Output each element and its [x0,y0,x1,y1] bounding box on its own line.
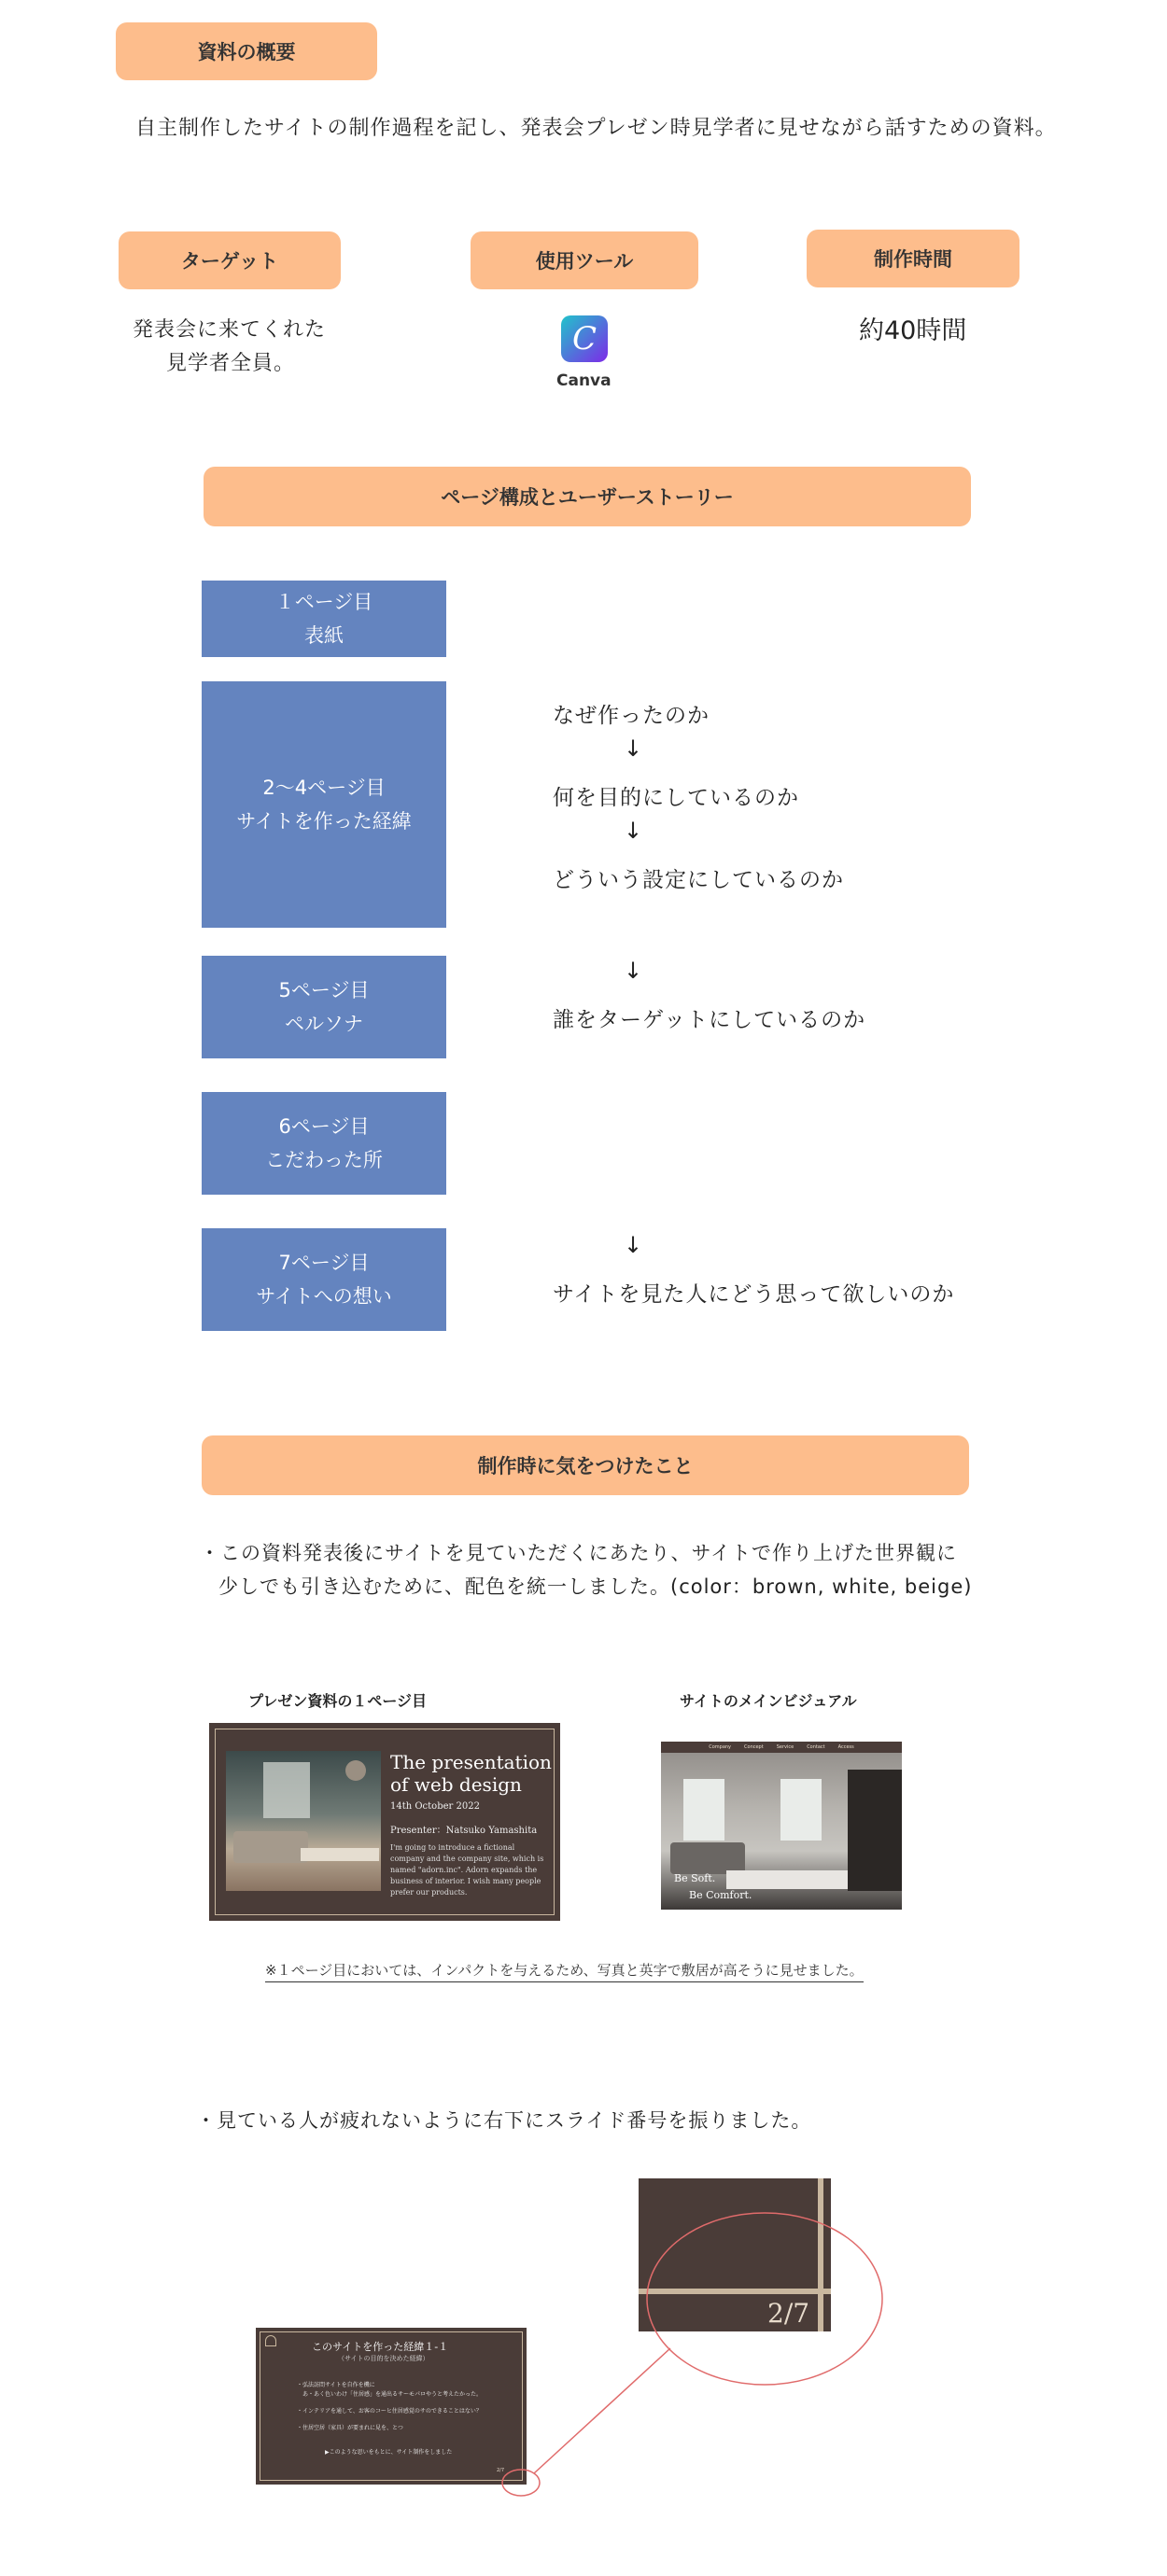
slide-cover-title-line2: of web design [390,1773,522,1796]
page-box-3-line1: 5ページ目 [278,979,370,1001]
slide-cover-date: 14th October 2022 [390,1801,480,1812]
slide-history-bullet-4: ・住居空居（家具）が要まれに見を、とつ [297,2425,403,2431]
site-nav-concept[interactable]: Concept [744,1744,764,1750]
site-nav-service[interactable]: Service [776,1744,794,1750]
arrow-down-icon: ↓ [624,818,643,844]
time-value: 約40時間 [859,316,967,345]
story-1: なぜ作ったのか [553,704,710,728]
slide-cover-title-line1: The presentation [390,1751,552,1773]
target-heading: ターゲット [119,231,341,289]
site-nav-contact[interactable]: Contact [807,1744,825,1750]
page-box-5-line2: サイトへの想い [256,1285,392,1308]
caption-left: プレゼン資料の１ページ目 [248,1692,428,1710]
story-3: どういう設定にしているのか [553,868,844,892]
page-box-1-line2: 表紙 [304,624,344,647]
canva-logo-letter: C [571,320,597,357]
care-point1-line1: ・この資料発表後にサイトを見ていただくにあたり、サイトで作り上げた世界観に [200,1542,958,1564]
canva-label: Canva [556,371,612,390]
care-heading: 制作時に気をつけたこと [202,1435,969,1495]
structure-heading: ページ構成とユーザーストーリー [204,467,971,526]
page-box-5-line1: 7ページ目 [278,1252,370,1274]
annotation-connector [534,2348,670,2473]
slide-history-page-number: 2/7 [497,2468,505,2473]
site-nav-company[interactable]: Company [709,1744,732,1750]
slide-history-bullet-1: ・弘法訪問サイトを自作を機に [297,2382,375,2388]
overview-heading: 資料の概要 [116,22,377,80]
annotation-circle-small [502,2470,540,2496]
site-copy-line1: Be Soft. [674,1872,716,1884]
site-nav-access[interactable]: Access [837,1744,854,1750]
time-heading: 制作時間 [807,230,1019,287]
slide-history-footer: ▶このような思いをもとに、サイト制作をしました [325,2449,453,2456]
slide-history-bullet-3: ・インテリアを通して、お客のコーヒ住居感覚のサのできることはない？ [297,2408,482,2415]
slide-history-bullet-2: あ・あく色いわけ「住居感」を通出るサーモパロやうと考えたかった。 [297,2391,483,2398]
slide-cover-presenter: Presenter：Natsuko Yamashita [390,1826,538,1836]
tools-heading: 使用ツール [471,231,698,289]
arrow-down-icon: ↓ [624,735,643,762]
overview-text: 自主制作したサイトの制作過程を記し、発表会プレゼン時見学者に見せながら話すための資料。 [135,117,1057,140]
zoom-page-number: 2/7 [767,2298,810,2329]
care-point1-line2: 少しでも引き込むために、配色を統一しました。(color：brown, white, beige) [218,1575,973,1598]
target-line1: 発表会に来てくれた [133,318,327,342]
slide-cover-body: I'm going to introduce a fictional company and the company site, which is named "adorn.inc". Adorn expands the business of interior. I wish many people prefer our products. [390,1843,544,1897]
care-point2: ・見ている人が疲れないように右下にスライド番号を振りました。 [196,2109,812,2132]
slide-history-title: このサイトを作った経緯１-１ [312,2341,449,2353]
care-note: ※１ページ目においては、インパクトを与えるため、写真と英字で敷居が高そうに見せました。 [265,1960,864,1982]
caption-right: サイトのメインビジュアル [680,1692,857,1710]
arrow-down-icon: ↓ [624,958,643,984]
page-box-4-line2: こだわった所 [265,1149,383,1171]
story-2: 何を目的にしているのか [553,786,799,810]
target-line2: 見学者全員。 [166,352,296,375]
page-box-3-line2: ペルソナ [285,1013,363,1035]
page-box-2-line2: サイトを作った経緯 [236,810,412,833]
story-4: 誰をターゲットにしているのか [553,1008,866,1032]
page-box-2-line1: 2〜4ページ目 [262,777,386,799]
site-copy-line2: Be Comfort. [689,1889,752,1901]
page-box-4-line1: 6ページ目 [278,1115,370,1138]
slide-history-subtitle: （サイトの目的を決めた経緯） [338,2355,429,2362]
page-box-1-line1: １ページ目 [274,591,373,613]
arrow-down-icon: ↓ [624,1232,643,1258]
story-5: サイトを見た人にどう思って欲しいのか [553,1282,955,1307]
annotation-circle-large [647,2213,882,2385]
